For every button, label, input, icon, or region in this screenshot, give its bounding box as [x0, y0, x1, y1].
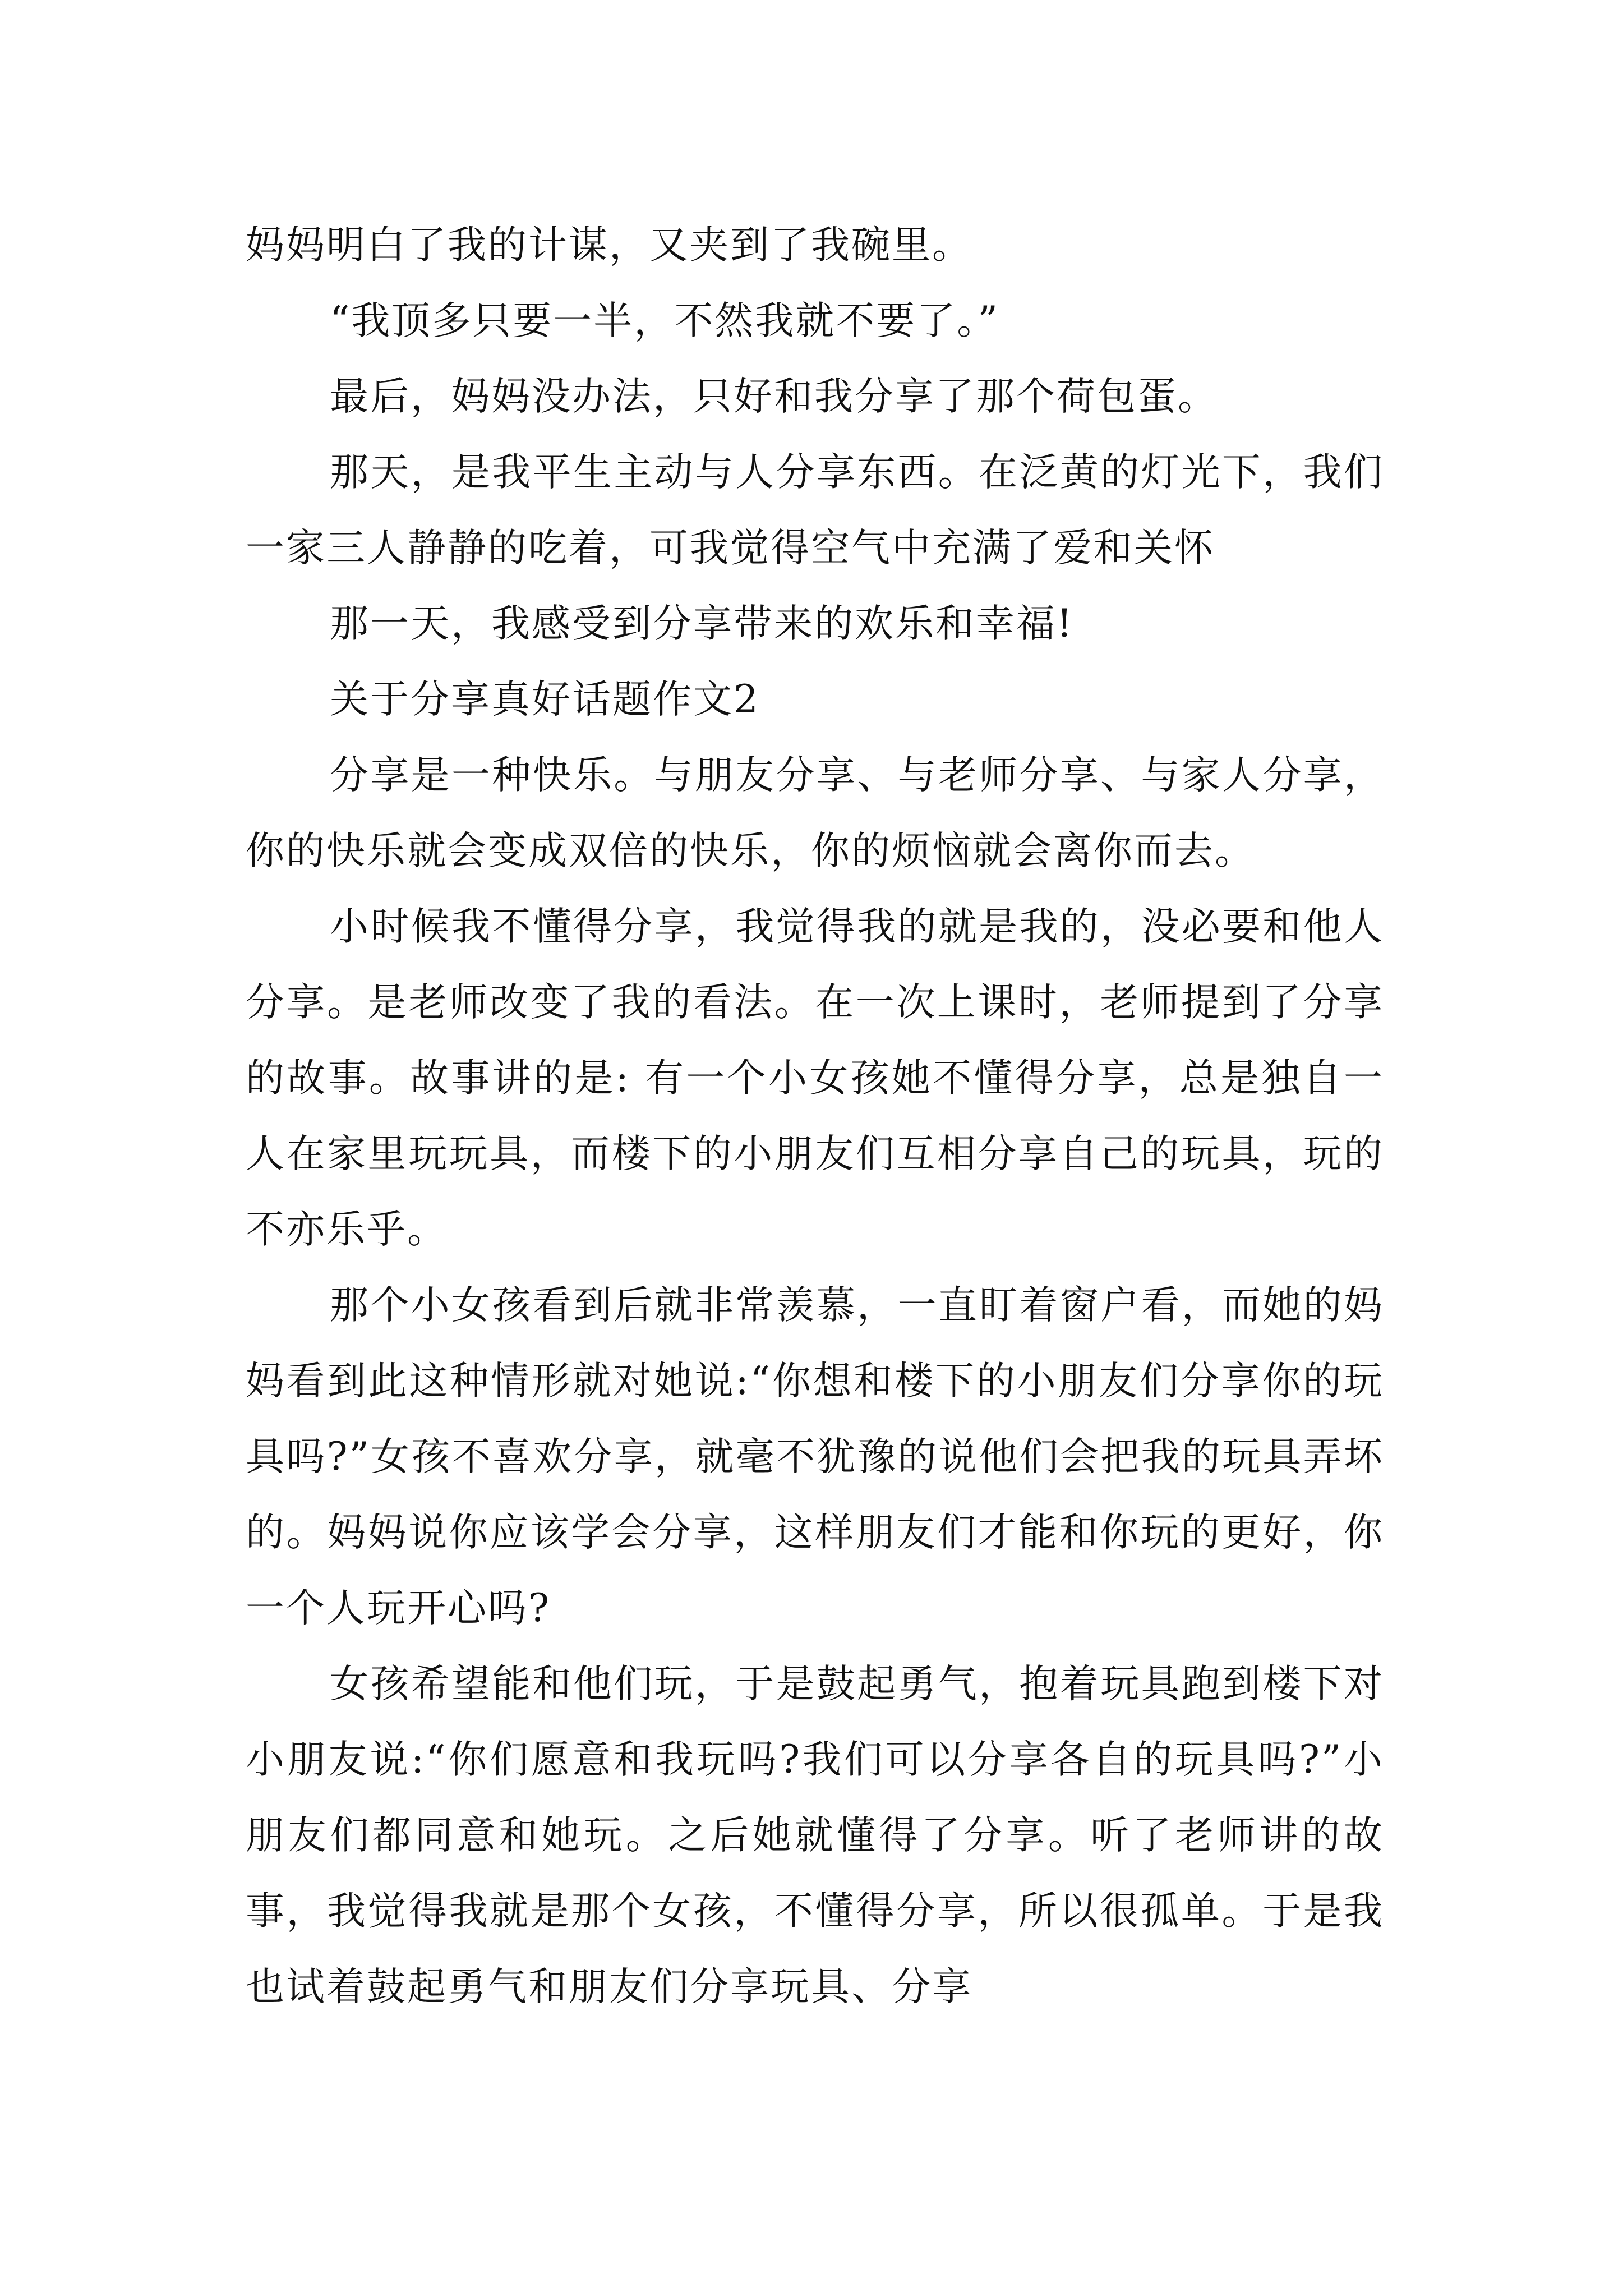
- paragraph: 最后，妈妈没办法，只好和我分享了那个荷包蛋。: [330, 374, 1218, 419]
- essay-title: 关于分享真好话题作文2: [330, 677, 760, 722]
- essay-body: [246, 208, 1384, 2025]
- paragraph-continuation: 妈妈明白了我的计谋，又夹到了我碗里。: [246, 223, 972, 268]
- paragraph: 那天，是我平生主动与人分享东西。在泛黄的灯光下，我们一家三人静静的吃着，可我觉得空气中充满了爱和关怀: [246, 450, 1384, 570]
- paragraph: 女孩希望能和他们玩，于是鼓起勇气，抱着玩具跑到楼下对小朋友说:“你们愿意和我玩吗?我们可以分享各自的玩具吗?”小朋友们都同意和她玩。之后她就懂得了分享。听了老师讲的故事，我觉得我就是那个女孩，不懂得分享，所以很孤单。于是我也试着鼓起勇气和朋友们分享玩具、分享: [246, 1662, 1384, 2009]
- paragraph-quote: “我顶多只要一半，不然我就不要了。”: [330, 298, 1000, 343]
- paragraph: 分享是一种快乐。与朋友分享、与老师分享、与家人分享，你的快乐就会变成双倍的快乐，你的烦恼就会离你而去。: [246, 753, 1384, 873]
- paragraph: 那个小女孩看到后就非常羡慕，一直盯着窗户看，而她的妈妈看到此这种情形就对她说:“你想和楼下的小朋友们分享你的玩具吗?”女孩不喜欢分享，就毫不犹豫的说他们会把我的玩具弄坏的。妈妈说你应该学会分享，这样朋友们才能和你玩的更好，你一个人玩开心吗?: [246, 1283, 1384, 1631]
- paragraph: 小时候我不懂得分享，我觉得我的就是我的，没必要和他人分享。是老师改变了我的看法。在一次上课时，老师提到了分享的故事。故事讲的是: 有一个小女孩她不懂得分享，总是独自一人在家里玩玩具，而楼下的小朋友们互相分享自己的玩具，玩的不亦乐乎。: [246, 904, 1384, 1252]
- paragraph: 那一天，我感受到分享带来的欢乐和幸福!: [330, 601, 1074, 646]
